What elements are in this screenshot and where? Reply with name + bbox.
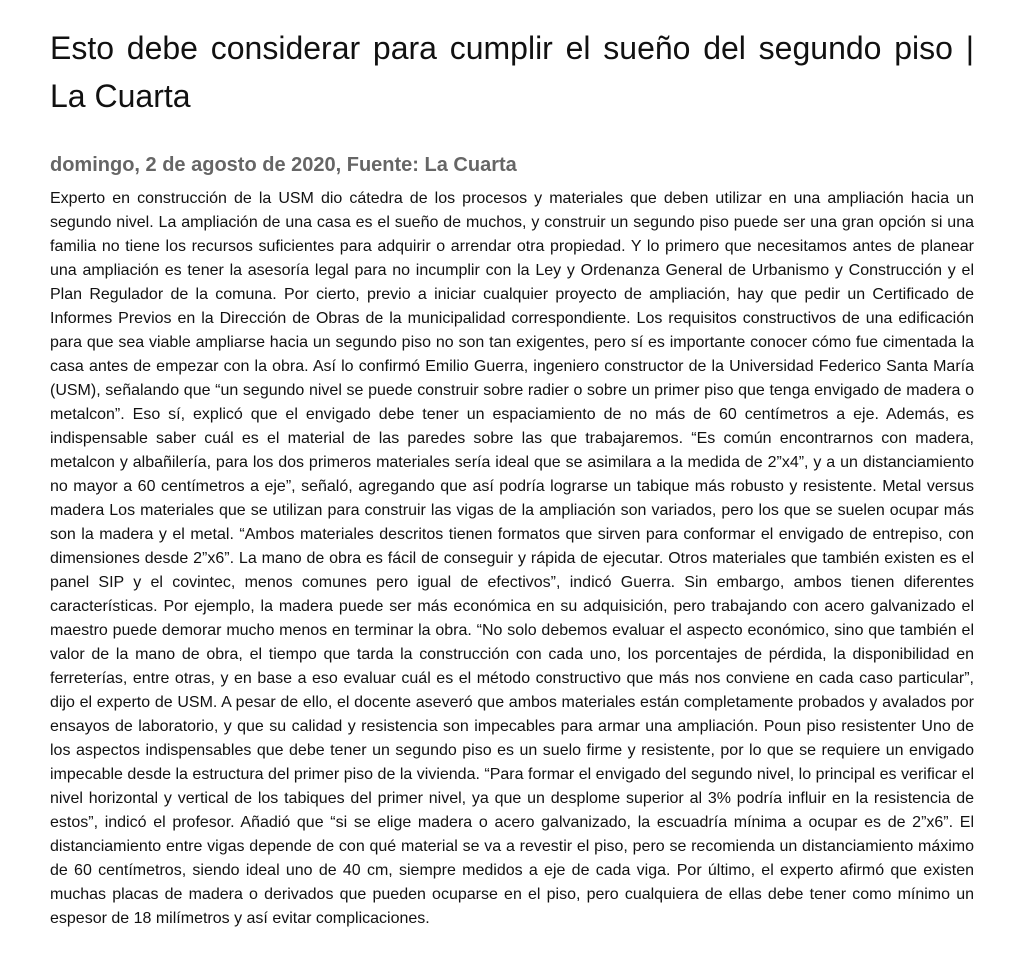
article-source: La Cuarta xyxy=(424,154,517,176)
source-prefix: Fuente: xyxy=(346,154,425,176)
article-title: Esto debe considerar para cumplir el sueño del segundo piso | La Cuarta xyxy=(50,30,974,114)
article-body: Experto en construcción de la USM dio cátedra de los procesos y materiales que deben utilizar en una ampliación hacia un segundo nivel. La ampliación de una casa es el sueño de muchos, y construir un segundo piso puede ser una gran opción si una familia no tiene los recursos suficientes para adquirir o arrendar otra propiedad. Y lo primero que necesitamos antes de planear una ampliación es tener la asesoría legal para no incumplir con la Ley y Ordenanza General de Urbanismo y Construcción y el Plan Regulador de la comuna. Por cierto, previo a iniciar cualquier proyecto de ampliación, hay que pedir un Certificado de Informes Previos en la Dirección de Obras de la municipalidad correspondiente. Los requisitos constructivos de una edificación para que sea viable ampliarse hacia un segundo piso no son tan exigentes, pero sí es importante conocer cómo fue cimentada la casa antes de empezar con la obra. Así lo confirmó Emilio Guerra, ingeniero constructor de la Universidad Federico Santa María (USM), señalando que “un segundo nivel se puede construir sobre radier o sobre un primer piso que tenga envigado de madera o metalcon”. Eso sí, explicó que el envigado debe tener un espaciamiento de no más de 60 centímetros a eje. Además, es indispensable saber cuál es el material de las paredes sobre las que trabajaremos. “Es común encontrarnos con madera, metalcon y albañilería, para los dos primeros materiales sería ideal que se asimilara a la medida de 2”x4”, y a un distanciamiento no mayor a 60 centímetros a eje”, señaló, agregando que así podría lograrse un tabique más robusto y resistente. Metal versus madera Los materiales que se utilizan para construir las vigas de la ampliación son variados, pero los que se suelen ocupar más son la madera y el metal. “Ambos materiales descritos tienen formatos que sirven para conformar el envigado de entrepiso, con dimensiones desde 2”x6”. La mano de obra es fácil de conseguir y rápida de ejecutar. Otros materiales que también existen es el panel SIP y el covintec, menos comunes pero igual de efectivos”, indicó Guerra. Sin embargo, ambos tienen diferentes características. Por ejemplo, la madera puede ser más económica en su adquisición, pero trabajando con acero galvanizado el maestro puede demorar mucho menos en terminar la obra. “No solo debemos evaluar el aspecto económico, sino que también el valor de la mano de obra, el tiempo que tarda la construcción con cada uno, los porcentajes de pérdida, la disponibilidad en ferreterías, entre otras, y en base a eso evaluar cuál es el método constructivo que más nos conviene en cada caso particular”, dijo el experto de USM. A pesar de ello, el docente aseveró que ambos materiales están completamente probados y avalados por ensayos de laboratorio, y que su calidad y resistencia son impecables para armar una ampliación. Poun piso resistenter Uno de los aspectos indispensables que debe tener un segundo piso es un suelo firme y resistente, por lo que se requiere un envigado impecable desde la estructura del primer piso de la vivienda. “Para formar el envigado del segundo nivel, lo principal es verificar el nivel horizontal y vertical de los tabiques del primer nivel, ya que un desplome superior al 3% podría influir en la resistencia de estos”, indicó el profesor. Añadió que “si se elige madera o acero galvanizado, la escuadría mínima a ocupar es de 2”x6”. El distanciamiento entre vigas depende de con qué material se va a revestir el piso, pero se recomienda un distanciamiento máximo de 60 centímetros, siendo ideal uno de 40 cm, siempre medidos a eje de cada viga. Por último, el experto afirmó que existen muchas placas de madera o derivados que pueden ocuparse en el piso, pero cualquiera de ellas debe tener como mínimo un espesor de 18 milímetros y así evitar complicaciones. xyxy=(50,190,974,927)
article-date: domingo, 2 de agosto de 2020 xyxy=(50,154,336,176)
meta-separator: , xyxy=(335,154,347,176)
article xyxy=(50,24,974,927)
article-meta xyxy=(50,153,517,177)
